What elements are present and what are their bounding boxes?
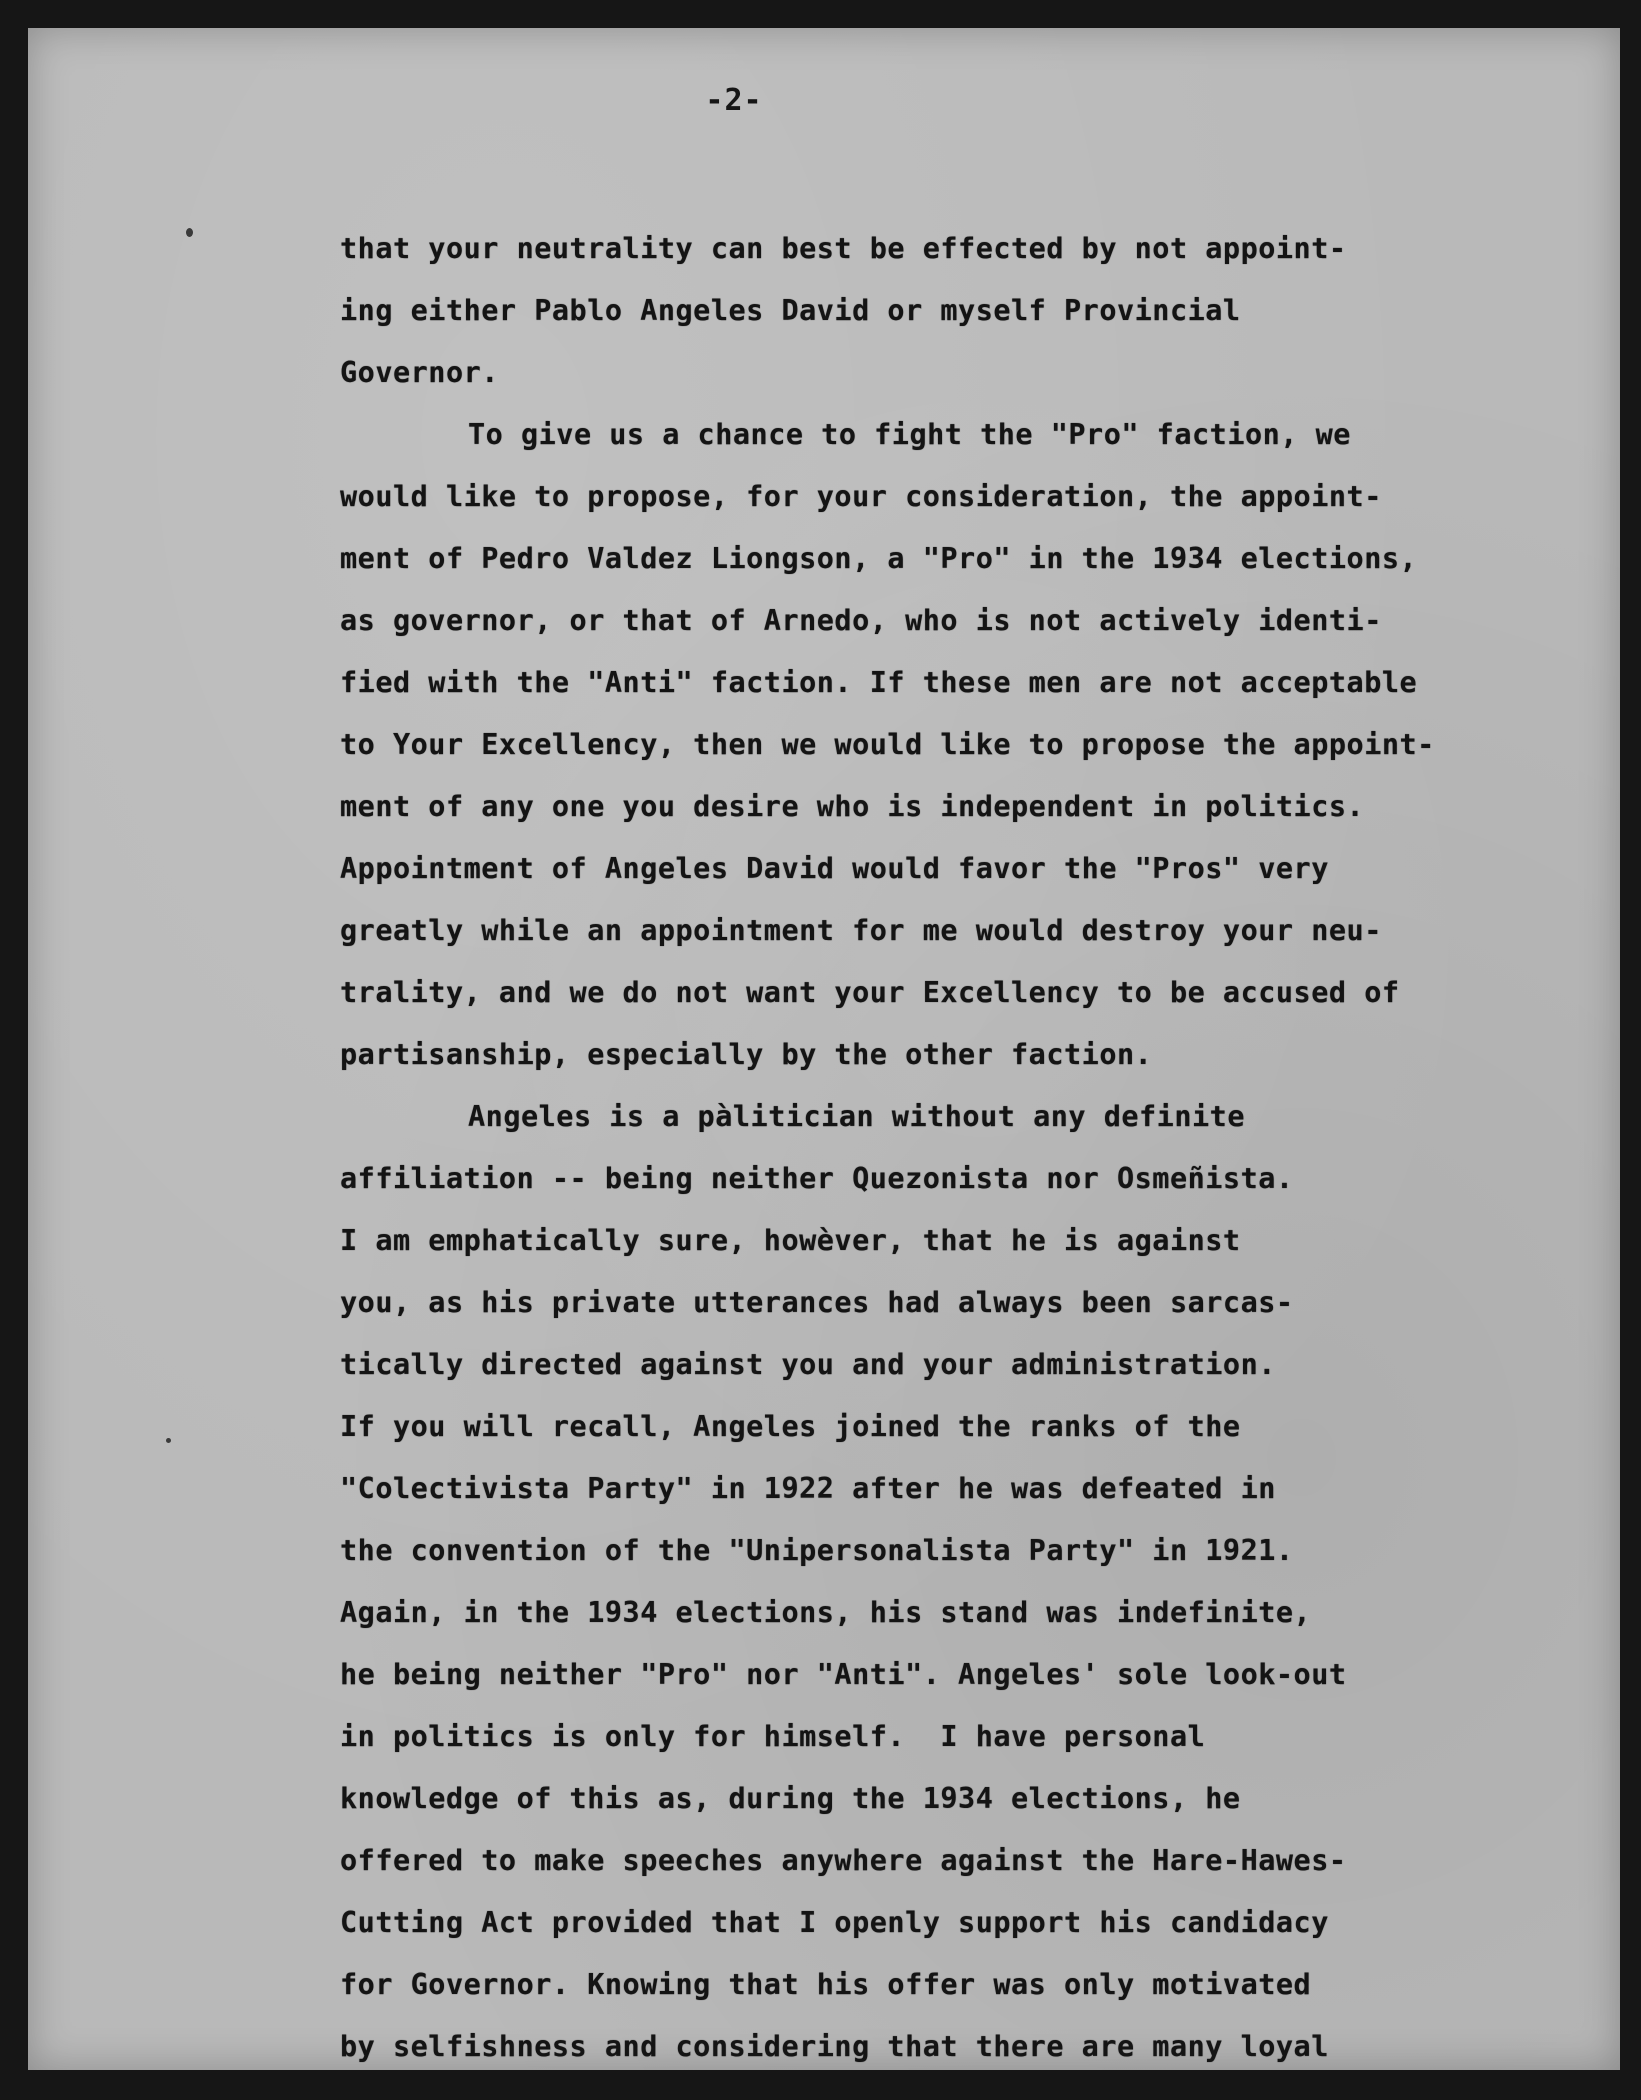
- text-line: I am emphatically sure, howèver, that he is against: [340, 1224, 1241, 1257]
- page-number: -2-: [705, 83, 763, 118]
- text-line: trality, and we do not want your Excellency to be accused of: [340, 976, 1400, 1009]
- text-line: greatly while an appointment for me would destroy your neu-: [340, 914, 1382, 947]
- text-line: by selfishness and considering that there are many loyal: [340, 2030, 1329, 2063]
- text-line: affiliation -- being neither Quezonista nor Osmeñista.: [340, 1162, 1294, 1195]
- text-line: offered to make speeches anywhere against the Hare-Hawes-: [340, 1844, 1347, 1877]
- ink-speck: [166, 1438, 171, 1443]
- text-line: To give us a chance to fight the "Pro" faction, we: [468, 418, 1351, 451]
- text-line: for Governor. Knowing that his offer was only motivated: [340, 1968, 1312, 2001]
- text-line: "Colectivista Party" in 1922 after he was defeated in: [340, 1472, 1276, 1505]
- text-line: knowledge of this as, during the 1934 elections, he: [340, 1782, 1241, 1815]
- text-line: would like to propose, for your consideration, the appoint-: [340, 480, 1382, 513]
- text-line: Angeles is a pàlitician without any definite: [468, 1100, 1245, 1133]
- text-line: fied with the "Anti" faction. If these men are not acceptable: [340, 666, 1418, 699]
- text-line: to Your Excellency, then we would like to propose the appoint-: [340, 728, 1435, 761]
- text-line: that your neutrality can best be effected by not appoint-: [340, 232, 1347, 265]
- text-line: you, as his private utterances had always been sarcas-: [340, 1286, 1294, 1319]
- text-line: in politics is only for himself. I have personal: [340, 1720, 1206, 1753]
- ink-speck: [186, 228, 193, 237]
- letter-body: [340, 218, 1570, 2078]
- text-line: ment of Pedro Valdez Liongson, a "Pro" in the 1934 elections,: [340, 542, 1418, 575]
- text-line: partisanship, especially by the other faction.: [340, 1038, 1153, 1071]
- text-line: Cutting Act provided that I openly support his candidacy: [340, 1906, 1329, 1939]
- text-line: the convention of the "Unipersonalista Party" in 1921.: [340, 1534, 1294, 1567]
- text-line: ment of any one you desire who is independent in politics.: [340, 790, 1365, 823]
- text-line: he being neither "Pro" nor "Anti". Angeles' sole look-out: [340, 1658, 1347, 1691]
- text-line: as governor, or that of Arnedo, who is not actively identi-: [340, 604, 1382, 637]
- text-line: ing either Pablo Angeles David or myself Provincial: [340, 294, 1241, 327]
- text-line: tically directed against you and your administration.: [340, 1348, 1276, 1381]
- text-line: If you will recall, Angeles joined the ranks of the: [340, 1410, 1241, 1443]
- text-line: Appointment of Angeles David would favor the "Pros" very: [340, 852, 1329, 885]
- text-line: Governor.: [340, 356, 499, 389]
- text-line: Again, in the 1934 elections, his stand was indefinite,: [340, 1596, 1312, 1629]
- document-page: [28, 28, 1620, 2070]
